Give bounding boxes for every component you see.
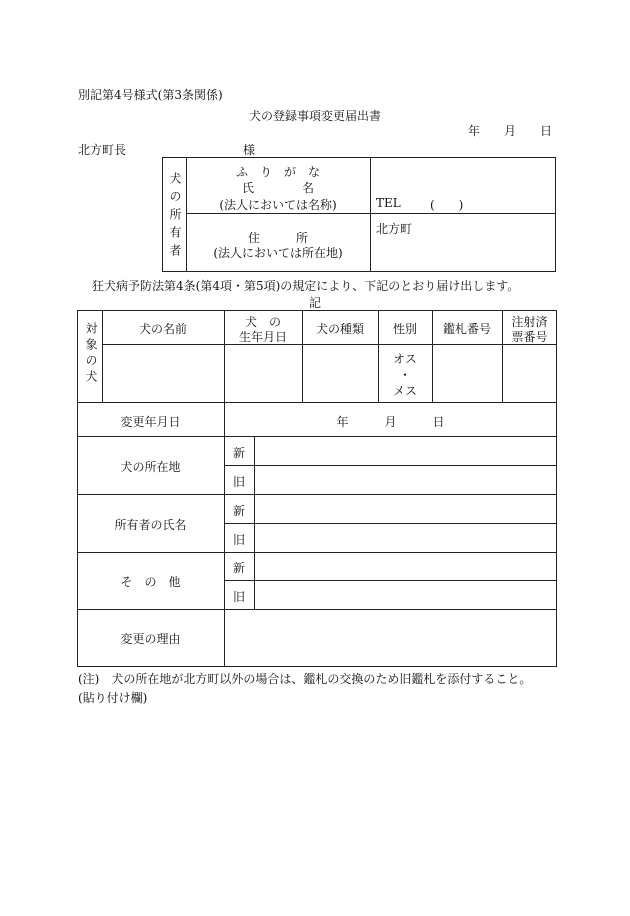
paste-area-label: (貼り付け欄) xyxy=(78,691,148,705)
header-birth-top: 犬 の xyxy=(244,315,281,329)
other-old-label: 旧 xyxy=(232,590,245,604)
name-note: (法人においては名称) xyxy=(219,198,337,212)
sex-dot: ・ xyxy=(398,368,411,382)
header-vacc-bottom: 票番号 xyxy=(511,330,548,344)
statement: 狂犬病予防法第4条(第4項・第5項)の規定により、下記のとおり届け出します。 xyxy=(92,279,520,293)
header-tag-number: 鑑札番号 xyxy=(442,322,491,336)
change-date-label: 変更年月日 xyxy=(120,415,181,429)
location-old-label: 旧 xyxy=(232,475,245,489)
location-label: 犬の所在地 xyxy=(120,460,181,474)
note-text: (注) 犬の所在地が北方町以外の場合は、鑑札の交換のため旧鑑札を添付すること。 xyxy=(78,672,532,686)
name-label: 氏 名 xyxy=(241,181,314,195)
sex-male: オス xyxy=(393,352,417,366)
addressee: 北方町長 xyxy=(78,143,127,157)
owner-section-label: 犬の所有者 xyxy=(168,172,182,262)
dog-side-label: 対象の犬 xyxy=(84,322,98,386)
honorific: 様 xyxy=(243,143,256,157)
location-new-label: 新 xyxy=(232,446,245,460)
address-prefix: 北方町 xyxy=(376,222,413,236)
header-breed: 犬の種類 xyxy=(315,322,364,336)
reason-label: 変更の理由 xyxy=(120,632,181,646)
main-table xyxy=(77,310,557,667)
ki-label: 記 xyxy=(308,296,321,310)
header-dog-name: 犬の名前 xyxy=(138,322,187,336)
header-sex: 性別 xyxy=(392,322,417,336)
owner-name-change-label: 所有者の氏名 xyxy=(114,518,187,532)
address-note: (法人においては所在地) xyxy=(213,246,343,260)
form-number: 別記第4号様式(第3条関係) xyxy=(78,88,223,102)
document-title: 犬の登録事項変更届出書 xyxy=(248,109,381,123)
header-vacc-top: 注射済 xyxy=(511,315,548,329)
owner-new-label: 新 xyxy=(232,504,245,518)
other-label: そ の 他 xyxy=(120,575,181,589)
address-label: 住 所 xyxy=(247,231,308,245)
other-new-label: 新 xyxy=(232,561,245,575)
owner-old-label: 旧 xyxy=(232,533,245,547)
tel-paren: ( ) xyxy=(430,198,464,212)
furigana-label: ふ り が な xyxy=(235,165,320,179)
tel-label: TEL xyxy=(376,196,401,210)
date-line: 年 月 日 xyxy=(468,124,553,138)
sex-female: メス xyxy=(392,384,417,398)
header-birth-bottom: 生年月日 xyxy=(238,330,287,344)
change-date-value: 年 月 日 xyxy=(336,415,445,429)
